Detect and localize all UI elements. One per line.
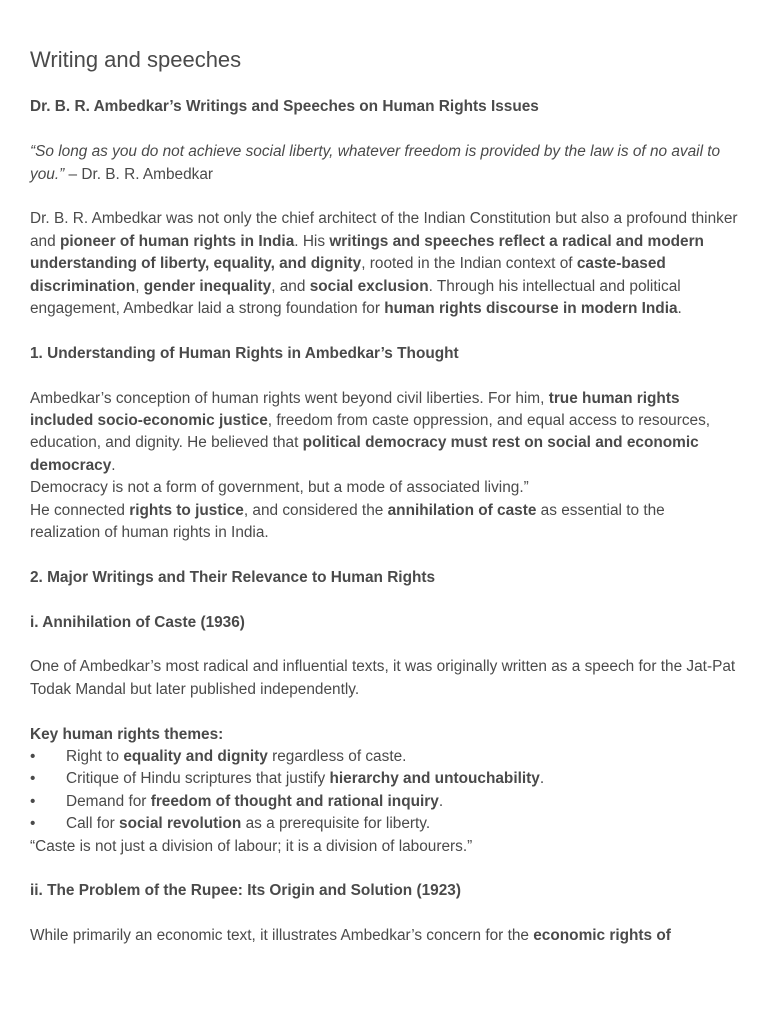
section-1-heading: 1. Understanding of Human Rights in Ambedkar’s Thought bbox=[30, 344, 459, 362]
themes-label: Key human rights themes: bbox=[30, 725, 224, 743]
section-1-text: , and considered the bbox=[243, 501, 388, 519]
intro-bold: human rights discourse in modern India bbox=[384, 300, 678, 318]
bullet-icon: • bbox=[30, 815, 36, 833]
spacer bbox=[30, 634, 738, 656]
bullet-pre: Right to bbox=[66, 748, 124, 766]
spacer bbox=[30, 903, 738, 925]
bullet-pre: Demand for bbox=[66, 792, 151, 810]
intro-bold: writings and speeches reflect a radical and modern understanding of liberty, equality, and dignity bbox=[30, 232, 704, 273]
intro-text: . bbox=[677, 300, 682, 318]
bullet-text bbox=[66, 813, 430, 835]
intro-text: , rooted in the Indian context of bbox=[361, 255, 577, 273]
list-item bbox=[30, 813, 738, 835]
caste-quote: “Caste is not just a division of labour; it is a division of labourers.” bbox=[30, 837, 473, 855]
spacer bbox=[30, 701, 738, 723]
intro-text: Dr. B. R. Ambedkar was not only the chief architect of the Indian Constitution but also a profound thinker and bbox=[30, 210, 738, 250]
bullet-bold: freedom of thought and rational inquiry bbox=[150, 792, 439, 810]
intro-bold: caste-based discrimination bbox=[30, 255, 666, 295]
bullet-post: . bbox=[438, 792, 444, 810]
section-1-text: He connected bbox=[30, 501, 130, 519]
rupee-bold: economic rights of bbox=[533, 927, 671, 945]
intro-paragraph bbox=[30, 208, 738, 320]
bullet-text bbox=[66, 768, 544, 790]
section-1-bold: rights to justice bbox=[129, 501, 244, 519]
intro-bold: social exclusion bbox=[309, 277, 429, 295]
quote-attribution: – Dr. B. R. Ambedkar bbox=[64, 165, 214, 183]
spacer bbox=[30, 544, 738, 566]
section-1-bold: true human rights included socio-economic justice bbox=[30, 389, 680, 430]
intro-text: . His bbox=[294, 232, 330, 250]
bullet-pre: Critique of Hindu scriptures that justify bbox=[66, 770, 330, 788]
quote-text: “So long as you do not achieve social liberty, whatever freedom is provided by the law is of no avail to you.” bbox=[30, 143, 721, 183]
intro-bold: gender inequality bbox=[143, 277, 272, 295]
section-1-bold: annihilation of caste bbox=[387, 501, 537, 519]
bullet-post: regardless of caste. bbox=[267, 748, 407, 766]
section-1-text: . bbox=[111, 456, 116, 474]
bullet-post: . bbox=[539, 770, 545, 788]
spacer bbox=[30, 320, 738, 342]
list-item bbox=[30, 768, 738, 790]
annihilation-paragraph: One of Ambedkar’s most radical and influential texts, it was originally written as a speech for the Jat-Pat Todak Mandal but later published independently. bbox=[30, 658, 736, 698]
list-item bbox=[30, 791, 738, 813]
spacer bbox=[30, 119, 738, 141]
sub-heading-annihilation: i. Annihilation of Caste (1936) bbox=[30, 613, 245, 631]
section-1-closing bbox=[30, 500, 738, 545]
subtitle: Dr. B. R. Ambedkar’s Writings and Speeches on Human Rights Issues bbox=[30, 98, 539, 116]
intro-text: . Through his intellectual and political engagement, Ambedkar laid a strong foundation for bbox=[30, 277, 681, 318]
page-title: Writing and speeches bbox=[30, 47, 242, 72]
section-1-text: Ambedkar’s conception of human rights went beyond civil liberties. For him, bbox=[30, 389, 549, 407]
intro-text: , and bbox=[271, 277, 310, 295]
spacer bbox=[30, 858, 738, 880]
democracy-quote-line: Democracy is not a form of government, but a mode of associated living.” bbox=[30, 479, 529, 497]
bullet-text bbox=[66, 791, 443, 813]
spacer bbox=[30, 186, 738, 208]
intro-bold: pioneer of human rights in India bbox=[59, 232, 295, 250]
spacer bbox=[30, 365, 738, 387]
rupee-text: While primarily an economic text, it illustrates Ambedkar’s concern for the bbox=[30, 927, 534, 945]
sub-heading-rupee: ii. The Problem of the Rupee: Its Origin and Solution (1923) bbox=[30, 882, 461, 900]
bullet-icon: • bbox=[30, 748, 36, 766]
bullet-post: as a prerequisite for liberty. bbox=[241, 815, 431, 833]
spacer bbox=[30, 589, 738, 611]
bullet-icon: • bbox=[30, 770, 36, 788]
bullet-icon: • bbox=[30, 792, 36, 810]
bullet-bold: social revolution bbox=[119, 815, 242, 833]
bullet-bold: equality and dignity bbox=[123, 748, 268, 766]
quote-paragraph bbox=[30, 141, 738, 186]
section-2-heading: 2. Major Writings and Their Relevance to Human Rights bbox=[30, 568, 436, 586]
bullet-pre: Call for bbox=[66, 815, 120, 833]
bullet-text bbox=[66, 746, 406, 768]
section-1-paragraph bbox=[30, 388, 738, 478]
spacer bbox=[30, 74, 738, 96]
bullet-bold: hierarchy and untouchability bbox=[329, 770, 540, 788]
rupee-paragraph bbox=[30, 925, 738, 947]
list-item bbox=[30, 746, 738, 768]
section-1-text: , freedom from caste oppression, and equal access to resources, education, and dignity. He believed that bbox=[30, 412, 711, 452]
section-1-text: as essential to the realization of human rights in India. bbox=[30, 501, 665, 542]
section-1-bold: political democracy must rest on social and economic democracy bbox=[30, 434, 699, 474]
intro-text: , bbox=[135, 277, 144, 295]
